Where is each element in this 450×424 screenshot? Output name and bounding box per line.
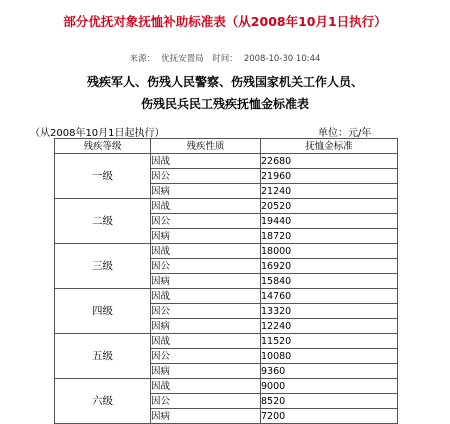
amount-cell: 16920: [261, 259, 398, 274]
nature-cell: 因战: [151, 289, 261, 304]
nature-cell: 因战: [151, 154, 261, 169]
table-row: [55, 334, 398, 349]
page-title: 部分优抚对象抚恤补助标准表（从2008年10月1日执行）: [63, 14, 387, 29]
amount-cell: 21240: [261, 184, 398, 199]
amount-cell: 9360: [261, 364, 398, 379]
grade-cell: 二级: [55, 199, 151, 244]
table-heading-line-2: 伤残民兵民工残疾抚恤金标准表: [140, 97, 309, 111]
grade-cell: 六级: [55, 379, 151, 424]
nature-cell: 因病: [151, 184, 261, 199]
nature-cell: 因病: [151, 229, 261, 244]
table-row: [55, 379, 398, 394]
amount-cell: 19440: [261, 214, 398, 229]
grade-cell: 一级: [55, 154, 151, 199]
source-value: 优抚安置局: [161, 54, 204, 64]
effective-date-note: （从2008年10月1日起执行）: [30, 128, 165, 139]
grade-cell: 四级: [55, 289, 151, 334]
amount-cell: 9000: [261, 379, 398, 394]
amount-cell: 8520: [261, 394, 398, 409]
nature-cell: 因病: [151, 274, 261, 289]
grade-cell: 五级: [55, 334, 151, 379]
nature-cell: 因公: [151, 214, 261, 229]
nature-cell: 因战: [151, 244, 261, 259]
table-header-row: [55, 139, 398, 154]
amount-cell: 15840: [261, 274, 398, 289]
amount-cell: 18720: [261, 229, 398, 244]
nature-cell: 因战: [151, 379, 261, 394]
nature-cell: 因公: [151, 259, 261, 274]
nature-cell: 因病: [151, 409, 261, 424]
amount-cell: 18000: [261, 244, 398, 259]
time-label: 时间：: [212, 54, 238, 64]
amount-cell: 13320: [261, 304, 398, 319]
header-amount: 抚恤金标准: [261, 139, 398, 154]
source-label: 来源：: [129, 54, 156, 64]
pension-standard-table: [54, 138, 398, 424]
nature-cell: 因公: [151, 394, 261, 409]
table-body: [55, 154, 398, 424]
table-row: [55, 289, 398, 304]
amount-cell: 22680: [261, 154, 398, 169]
nature-cell: 因病: [151, 319, 261, 334]
header-grade: 残疾等级: [55, 139, 151, 154]
article-meta: [0, 52, 450, 64]
amount-cell: 14760: [261, 289, 398, 304]
time-value: 2008-10-30 10:44: [243, 54, 321, 64]
amount-cell: 21960: [261, 169, 398, 184]
table-row: [55, 154, 398, 169]
table-heading-line-1: 残疾军人、伤残人民警察、伤残国家机关工作人员、: [86, 75, 363, 89]
table-row: [55, 244, 398, 259]
nature-cell: 因公: [151, 304, 261, 319]
amount-cell: 12240: [261, 319, 398, 334]
grade-cell: 三级: [55, 244, 151, 289]
nature-cell: 因战: [151, 199, 261, 214]
amount-cell: 10080: [261, 349, 398, 364]
amount-cell: 11520: [261, 334, 398, 349]
nature-cell: 因战: [151, 334, 261, 349]
nature-cell: 因公: [151, 169, 261, 184]
unit-label: 单位：元/年: [318, 128, 372, 139]
header-nature: 残疾性质: [151, 139, 261, 154]
amount-cell: 7200: [261, 409, 398, 424]
amount-cell: 20520: [261, 199, 398, 214]
nature-cell: 因病: [151, 364, 261, 379]
nature-cell: 因公: [151, 349, 261, 364]
table-row: [55, 199, 398, 214]
